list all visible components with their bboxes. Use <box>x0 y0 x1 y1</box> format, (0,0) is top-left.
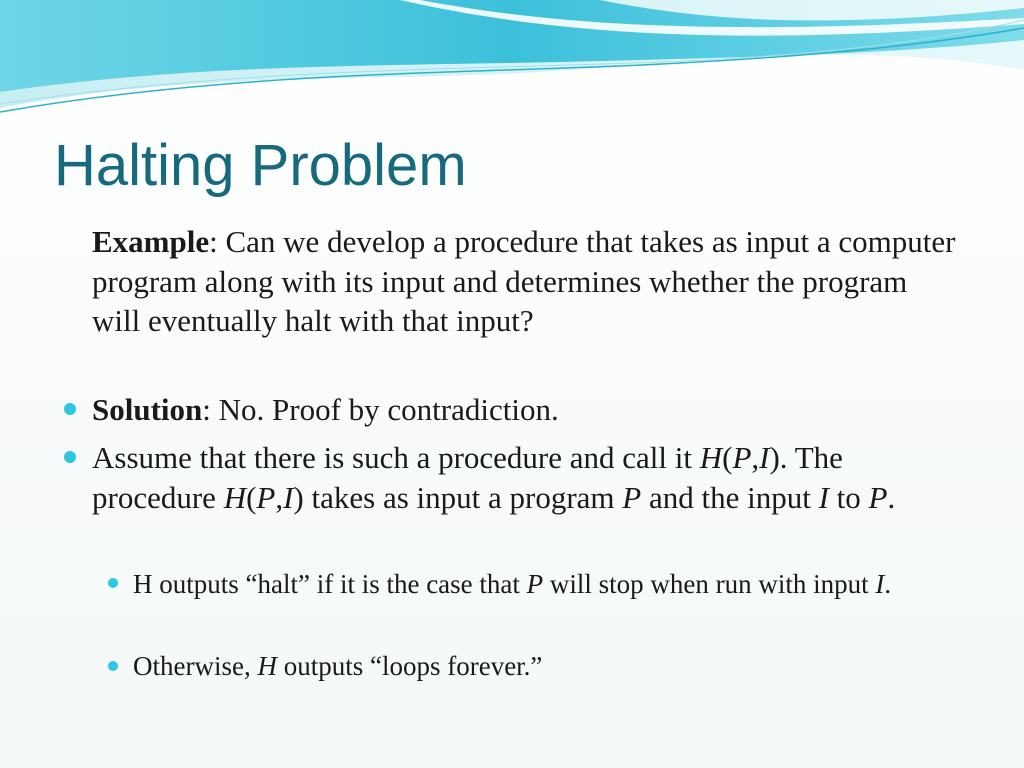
bullet-dot-icon <box>64 403 76 415</box>
solution-text: : No. Proof by contradiction. <box>202 392 559 427</box>
assume-text: Assume that there is such a procedure and call it <box>92 440 700 475</box>
halt-sub-bullet <box>133 566 953 602</box>
halt-text: will stop when run with input <box>543 569 876 599</box>
var-p: P <box>732 440 752 475</box>
example-paragraph <box>92 222 962 341</box>
assume-text: . <box>887 479 896 515</box>
assume-bullet <box>92 438 972 517</box>
sub-bullet-dot-icon <box>108 661 118 671</box>
paren: ( <box>722 440 733 475</box>
solution-label: Solution <box>92 392 203 427</box>
comma: , <box>275 479 284 515</box>
var-h: H <box>699 440 723 475</box>
var-h: H <box>223 479 247 515</box>
assume-text: ). The procedure <box>92 440 843 515</box>
assume-text: ) takes as input a program <box>293 479 623 515</box>
var-i: I <box>283 479 294 515</box>
paren: ( <box>246 479 257 515</box>
var-i: I <box>818 479 829 515</box>
halt-text: H outputs “halt” if it is the case that <box>133 569 527 599</box>
example-label: Example <box>92 224 210 259</box>
var-p: P <box>868 479 888 515</box>
var-i: I <box>875 569 885 599</box>
comma: , <box>751 440 760 475</box>
decorative-wave-banner <box>0 0 1024 130</box>
assume-text: and the input <box>641 479 819 515</box>
example-text: : Can we develop a procedure that takes as input a computer program along with its input and determines whether the program will eventually halt with that input? <box>92 224 956 338</box>
loop-text: Otherwise, <box>133 651 258 681</box>
sub-bullet-dot-icon <box>108 578 118 588</box>
solution-bullet <box>92 390 972 430</box>
loop-sub-bullet <box>133 648 953 684</box>
var-p: P <box>256 479 276 515</box>
var-i: I <box>759 440 770 475</box>
var-p: P <box>622 479 642 515</box>
halt-text: . <box>884 569 892 599</box>
var-p: P <box>526 569 544 599</box>
assume-text: to <box>828 479 869 515</box>
loop-text: outputs “loops forever.” <box>276 651 543 681</box>
slide-title: Halting Problem <box>54 133 467 198</box>
bullet-dot-icon <box>64 451 76 463</box>
var-h: H <box>257 651 277 681</box>
